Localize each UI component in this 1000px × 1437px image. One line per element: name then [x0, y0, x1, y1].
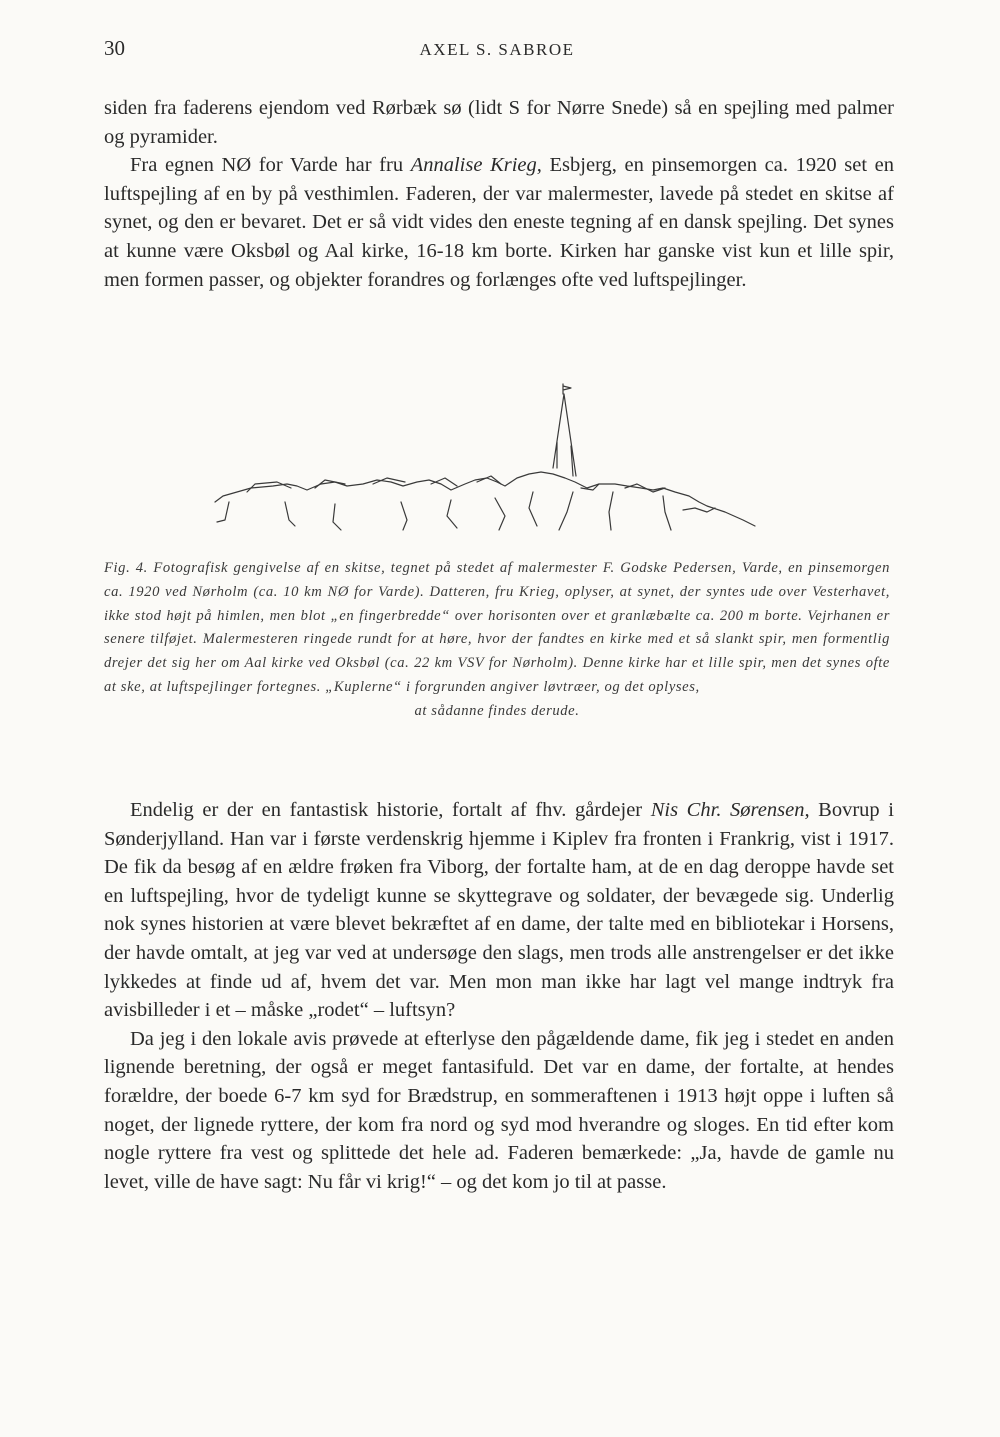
caption-text: Fig. 4. Fotografisk gengivelse af en skitse, tegnet på stedet af malermester F. Godske Pedersen, Varde, en pinsemorgen ca. 1920 ved Nørholm (ca. 10 km NØ for Varde). Datteren, fru Krieg, oplyser, at synet, der syntes ude over Vesterhavet, ikke stod højt på himlen, men blot „en fingerbredde“ over horisonten over et granlæbælte ca. 200 m borte. Vejrhanen er senere tilføjet. Malermesteren ringede rundt for at høre, hvor der fandtes en kirke med et så slankt spir, men formentlig drejer det sig her om Aal kirke ved Oksbøl (ca. 22 km VSV for Nørholm). Denne kirke har et lille spir, men det synes ofte at ske, at luftspejlinger fortegnes. „Kuplerne“ i forgrunden angiver løvtræer, og det oplyses, — [104, 560, 890, 695]
mirage-sketch-figure — [195, 380, 795, 550]
tree-trunk — [401, 502, 407, 530]
tree-trunk — [495, 498, 505, 530]
paragraph-sorensen — [104, 796, 894, 1025]
person-name-italic: Nis Chr. Sørensen, — [650, 799, 810, 821]
paragraph-krieg-start: Fra egnen NØ for Varde har fru — [130, 154, 411, 177]
sketch-drawing — [195, 380, 795, 550]
tree-trunk — [559, 492, 573, 530]
caption-last-line: at sådanne findes derude. — [414, 702, 580, 719]
body-text-top — [104, 94, 894, 294]
tree-trunk — [663, 496, 671, 530]
horizon-domes — [215, 472, 755, 526]
paragraph-sorensen-start: Endelig er der en fantastisk historie, fortalt af fhv. gårdejer — [130, 799, 651, 821]
tree-trunk — [447, 500, 457, 528]
body-text-bottom — [104, 796, 894, 1196]
page-number: 30 — [104, 36, 125, 60]
tree-trunk — [529, 492, 537, 526]
running-head: AXEL S. SABROE — [419, 40, 575, 59]
paragraph-braedstrup: Da jeg i den lokale avis prøvede at efterlyse den pågældende dame, fik jeg i stedet en anden lignende beretning, der også er meget fantasifuld. Det var en dame, der fortalte, at hendes forældre, der boede 6-7 km syd for Brædstrup, en sommeraftenen i 1913 højt oppe i luften så noget, der lignede ryttere, der kom fra nord og syd mod hverandre og sloges. En tid efter kom nogle ryttere fra vest og splittede det hele ad. Faderen bemærkede: „Ja, havde de gamle nu levet, ville de have sagt: Nu får vi krig!“ – og det kom jo til at passe. — [104, 1027, 894, 1193]
page-header — [104, 36, 890, 66]
paragraph-continuation: siden fra faderens ejendom ved Rørbæk sø (lidt S for Nørre Snede) så en spejling med palmer og pyramider. — [104, 97, 894, 148]
paragraph-krieg-rest: Esbjerg, en pinsemorgen ca. 1920 set en luftspejling af en by på vesthimlen. Faderen, der var malermester, lavede på stedet en skitse af synet, og den er bevaret. Det er så vidt vides den eneste tegning af en dansk spejling. Det synes at kunne være Oksbøl og Aal kirke, 16-18 km borte. Kirken har ganske vist kun et lille spir, men formen passer, og objekter forandres og forlænges ofte ved luftspejlinger. — [104, 154, 894, 291]
weathervane — [563, 384, 571, 394]
tree-trunk — [217, 502, 229, 522]
person-name-italic: Annalise Krieg, — [410, 154, 542, 177]
paragraph-krieg — [104, 151, 894, 294]
tree-trunk — [285, 502, 295, 526]
church-spire — [553, 394, 576, 476]
dome-detail — [247, 476, 715, 512]
figure-caption — [104, 557, 890, 724]
paragraph-sorensen-rest: Bovrup i Sønderjylland. Han var i første verdenskrig hjemme i Kiplev fra fronten i Frankrig, vist i 1917. De fik da besøg af en ældre frøken fra Viborg, der fortalte ham, at de en dag deroppe havde set en luftspejling, hvor de tydeligt kunne se skyttegrave og soldater, der bevægede sig. Underlig nok synes historien at være blevet bekræftet af en dame, der talte med en bibliotekar i Horsens, der havde omtalt, at jeg var ved at undersøge den slags, men trods alle anstrengelser er det ikke lykkedes at finde ud af, hvem det var. Men mon man ikke har lagt vel mange indtryk fra avisbilleder i et – måske „rodet“ – luftsyn? — [104, 799, 894, 1022]
tree-trunk — [333, 504, 341, 530]
tree-trunk — [609, 492, 613, 530]
